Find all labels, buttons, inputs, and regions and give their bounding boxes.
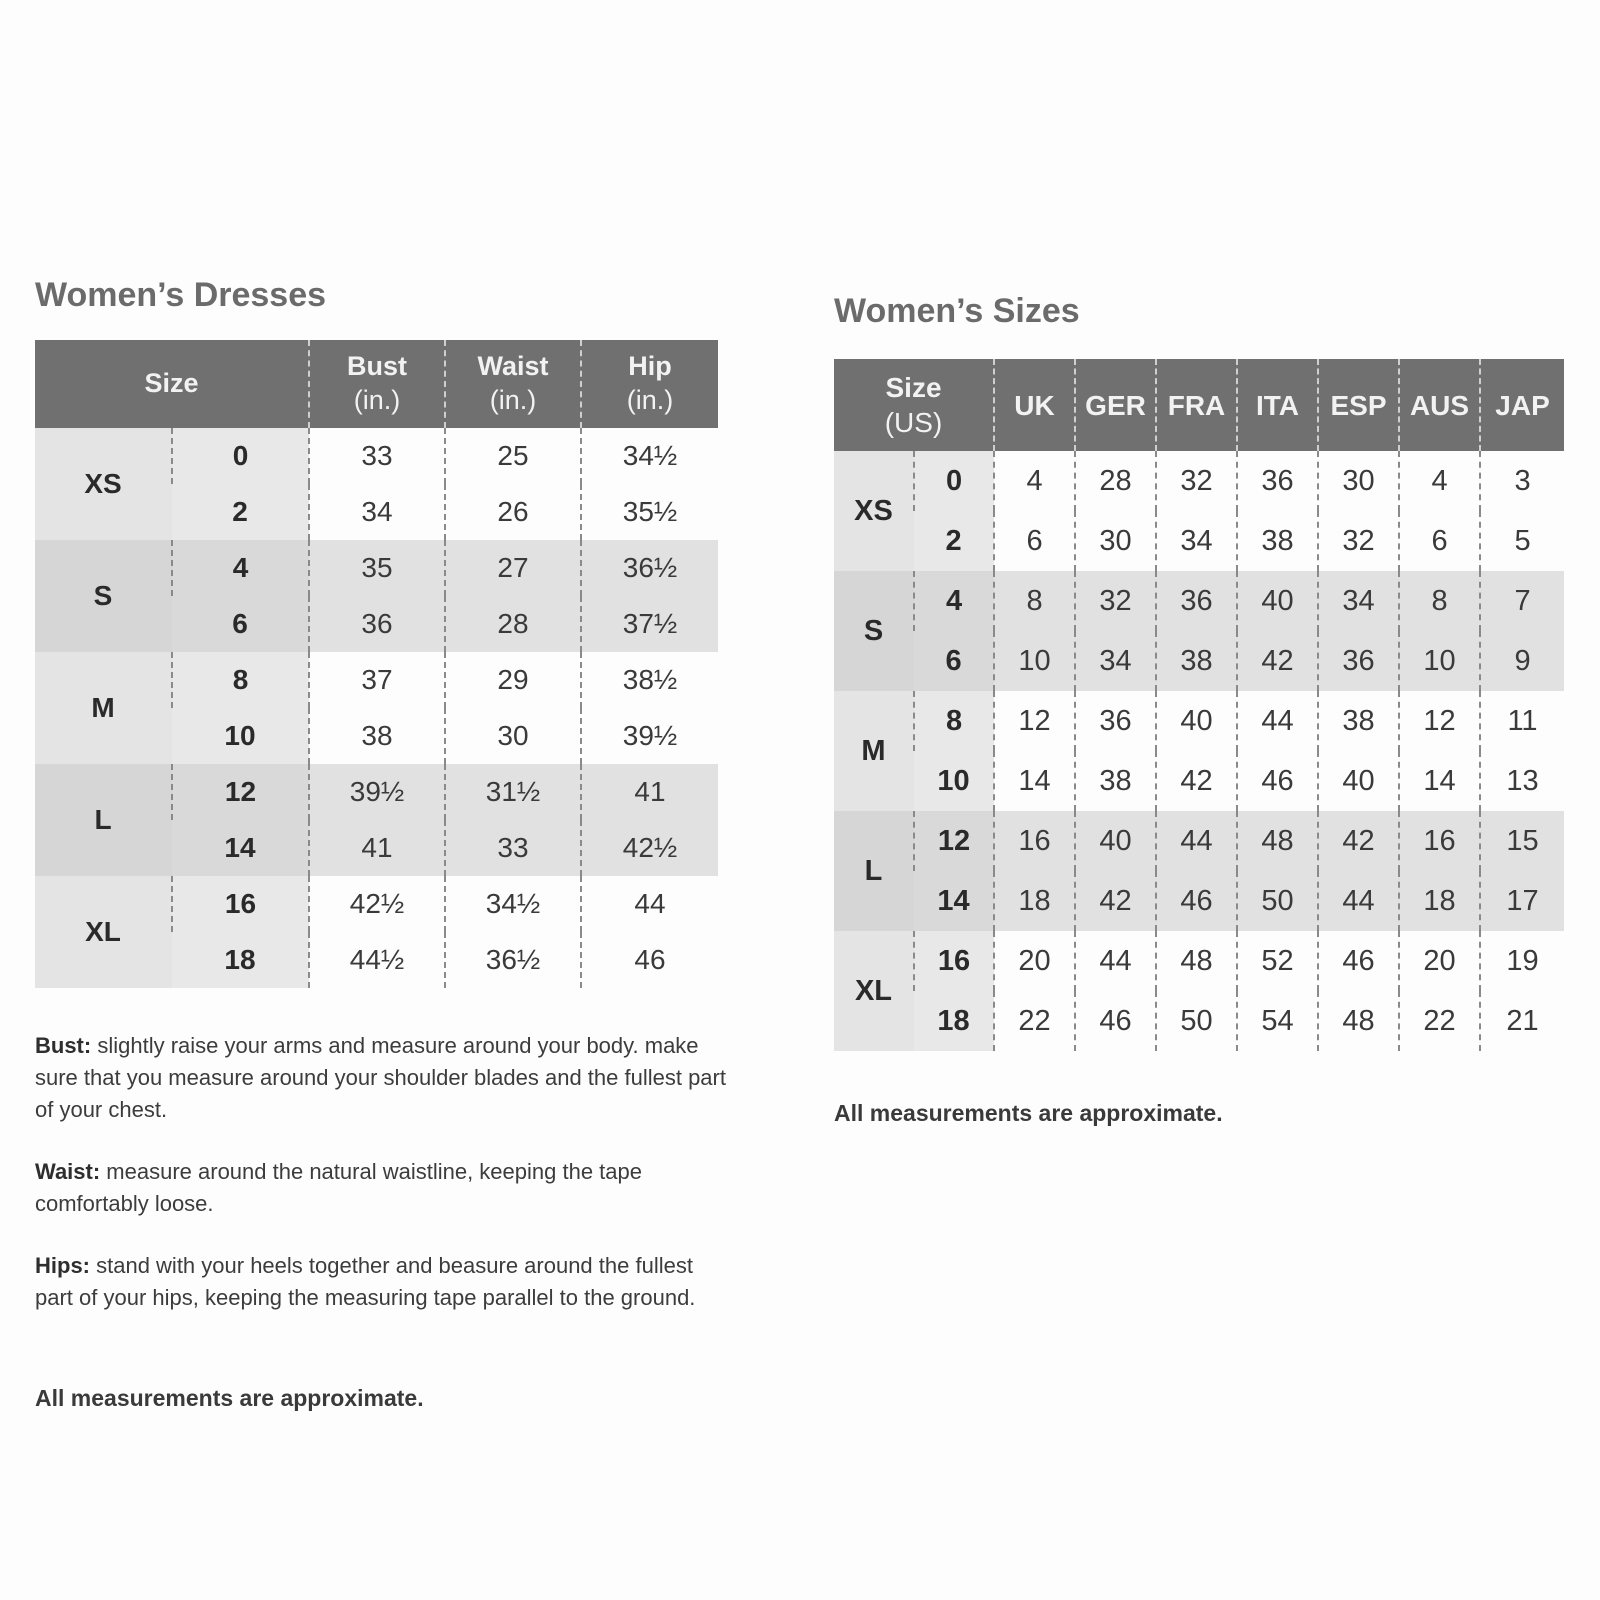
header-waist: Waist (in.) [445,340,581,428]
size-cell: 14 [172,820,309,876]
converted-size-cell: 12 [994,691,1075,751]
hip-cell: 46 [581,932,718,988]
bust-cell: 38 [309,708,445,764]
bust-cell: 42½ [309,876,445,932]
converted-size-cell: 30 [1075,511,1156,571]
converted-size-cell: 42 [1075,871,1156,931]
table-row [834,631,1564,691]
header-hip-unit: (in.) [626,385,674,415]
converted-size-cell: 8 [994,571,1075,631]
table-row [834,571,1564,631]
converted-size-cell: 36 [1156,571,1237,631]
size-cell: 16 [172,876,309,932]
converted-size-cell: 11 [1480,691,1564,751]
size-cell: 18 [172,932,309,988]
size-group-label: XS [834,451,914,571]
size-cell: 0 [172,428,309,484]
sizes-conversion-table [834,359,1564,1051]
header-country-esp: ESP [1318,359,1399,451]
converted-size-cell: 20 [994,931,1075,991]
converted-size-cell: 46 [1237,751,1318,811]
hip-cell: 41 [581,764,718,820]
converted-size-cell: 10 [994,631,1075,691]
converted-size-cell: 48 [1318,991,1399,1051]
waist-cell: 31½ [445,764,581,820]
us-size-cell: 12 [914,811,994,871]
sizes-header-row [834,359,1564,451]
converted-size-cell: 42 [1156,751,1237,811]
size-group-label: XS [35,428,172,540]
us-size-cell: 8 [914,691,994,751]
size-group-label: L [35,764,172,876]
waist-cell: 28 [445,596,581,652]
size-group-label: M [834,691,914,811]
header-size: Size [35,340,309,428]
sizes-title: Women’s Sizes [834,292,1080,330]
table-row [35,428,718,484]
converted-size-cell: 18 [994,871,1075,931]
size-group-label: XL [35,876,172,988]
size-group-label: M [35,652,172,764]
dresses-size-table [35,340,718,988]
converted-size-cell: 7 [1480,571,1564,631]
converted-size-cell: 40 [1237,571,1318,631]
hip-cell: 38½ [581,652,718,708]
converted-size-cell: 52 [1237,931,1318,991]
converted-size-cell: 38 [1237,511,1318,571]
hip-cell: 36½ [581,540,718,596]
converted-size-cell: 17 [1480,871,1564,931]
converted-size-cell: 16 [994,811,1075,871]
bust-cell: 35 [309,540,445,596]
bust-cell: 36 [309,596,445,652]
header-bust: Bust (in.) [309,340,445,428]
hips-note: Hips: stand with your heels together and beasure around the fullest part of your hips, keeping the measuring tape parallel to the ground. [35,1253,696,1310]
table-row [834,871,1564,931]
header-country-ita: ITA [1237,359,1318,451]
bust-cell: 37 [309,652,445,708]
converted-size-cell: 13 [1480,751,1564,811]
converted-size-cell: 16 [1399,811,1480,871]
converted-size-cell: 21 [1480,991,1564,1051]
converted-size-cell: 6 [1399,511,1480,571]
size-cell: 10 [172,708,309,764]
table-row [35,652,718,708]
converted-size-cell: 50 [1156,991,1237,1051]
converted-size-cell: 30 [1318,451,1399,511]
converted-size-cell: 10 [1399,631,1480,691]
converted-size-cell: 3 [1480,451,1564,511]
converted-size-cell: 6 [994,511,1075,571]
table-row [834,811,1564,871]
hip-cell: 44 [581,876,718,932]
bust-cell: 41 [309,820,445,876]
us-size-cell: 2 [914,511,994,571]
converted-size-cell: 36 [1318,631,1399,691]
converted-size-cell: 4 [994,451,1075,511]
converted-size-cell: 28 [1075,451,1156,511]
waist-cell: 29 [445,652,581,708]
table-row [834,511,1564,571]
hip-cell: 37½ [581,596,718,652]
table-row [834,451,1564,511]
converted-size-cell: 46 [1318,931,1399,991]
bust-note: Bust: slightly raise your arms and measure around your body. make sure that you measure around your shoulder blades and the fullest part of your chest. [35,1033,726,1122]
converted-size-cell: 48 [1156,931,1237,991]
converted-size-cell: 50 [1237,871,1318,931]
size-cell: 2 [172,484,309,540]
bust-cell: 34 [309,484,445,540]
converted-size-cell: 42 [1237,631,1318,691]
converted-size-cell: 44 [1075,931,1156,991]
table-row [834,931,1564,991]
us-size-cell: 4 [914,571,994,631]
converted-size-cell: 54 [1237,991,1318,1051]
converted-size-cell: 4 [1399,451,1480,511]
waist-cell: 36½ [445,932,581,988]
size-group-label: S [834,571,914,691]
waist-cell: 30 [445,708,581,764]
header-bust-unit: (in.) [353,385,401,415]
converted-size-cell: 48 [1237,811,1318,871]
converted-size-cell: 18 [1399,871,1480,931]
converted-size-cell: 22 [1399,991,1480,1051]
converted-size-cell: 32 [1075,571,1156,631]
converted-size-cell: 19 [1480,931,1564,991]
converted-size-cell: 34 [1075,631,1156,691]
converted-size-cell: 14 [1399,751,1480,811]
sizes-approx-note: All measurements are approximate. [834,1100,1223,1126]
waist-cell: 33 [445,820,581,876]
converted-size-cell: 15 [1480,811,1564,871]
converted-size-cell: 34 [1156,511,1237,571]
us-size-cell: 16 [914,931,994,991]
size-group-label: L [834,811,914,931]
converted-size-cell: 8 [1399,571,1480,631]
table-row [35,876,718,932]
header-country-fra: FRA [1156,359,1237,451]
header-waist-unit: (in.) [489,385,537,415]
table-row [35,540,718,596]
bust-cell: 44½ [309,932,445,988]
size-cell: 8 [172,652,309,708]
table-row [834,991,1564,1051]
hip-cell: 35½ [581,484,718,540]
converted-size-cell: 44 [1156,811,1237,871]
converted-size-cell: 32 [1318,511,1399,571]
converted-size-cell: 22 [994,991,1075,1051]
converted-size-cell: 5 [1480,511,1564,571]
us-size-cell: 10 [914,751,994,811]
us-size-cell: 0 [914,451,994,511]
waist-note: Waist: measure around the natural waistline, keeping the tape comfortably loose. [35,1159,642,1216]
converted-size-cell: 44 [1237,691,1318,751]
hip-cell: 39½ [581,708,718,764]
dresses-header-row [35,340,718,428]
header-size-us: Size (US) [834,359,994,451]
size-cell: 12 [172,764,309,820]
converted-size-cell: 38 [1156,631,1237,691]
waist-cell: 25 [445,428,581,484]
converted-size-cell: 38 [1318,691,1399,751]
size-group-label: XL [834,931,914,1051]
dresses-title: Women’s Dresses [35,276,327,314]
header-country-aus: AUS [1399,359,1480,451]
header-country-ger: GER [1075,359,1156,451]
us-size-cell: 6 [914,631,994,691]
header-country-jap: JAP [1480,359,1564,451]
converted-size-cell: 40 [1075,811,1156,871]
converted-size-cell: 46 [1156,871,1237,931]
converted-size-cell: 32 [1156,451,1237,511]
converted-size-cell: 9 [1480,631,1564,691]
size-group-label: S [35,540,172,652]
size-cell: 6 [172,596,309,652]
size-cell: 4 [172,540,309,596]
header-hip: Hip (in.) [581,340,718,428]
bust-cell: 33 [309,428,445,484]
converted-size-cell: 36 [1075,691,1156,751]
converted-size-cell: 46 [1075,991,1156,1051]
measurement-notes [35,1030,735,1344]
table-row [834,751,1564,811]
dresses-approx-note: All measurements are approximate. [35,1385,424,1411]
bust-cell: 39½ [309,764,445,820]
table-row [35,764,718,820]
us-size-cell: 18 [914,991,994,1051]
waist-cell: 27 [445,540,581,596]
converted-size-cell: 42 [1318,811,1399,871]
waist-cell: 34½ [445,876,581,932]
converted-size-cell: 40 [1318,751,1399,811]
converted-size-cell: 38 [1075,751,1156,811]
converted-size-cell: 12 [1399,691,1480,751]
header-country-uk: UK [994,359,1075,451]
converted-size-cell: 14 [994,751,1075,811]
converted-size-cell: 36 [1237,451,1318,511]
converted-size-cell: 44 [1318,871,1399,931]
hip-cell: 42½ [581,820,718,876]
converted-size-cell: 20 [1399,931,1480,991]
hip-cell: 34½ [581,428,718,484]
table-row [834,691,1564,751]
converted-size-cell: 40 [1156,691,1237,751]
waist-cell: 26 [445,484,581,540]
us-size-cell: 14 [914,871,994,931]
converted-size-cell: 34 [1318,571,1399,631]
